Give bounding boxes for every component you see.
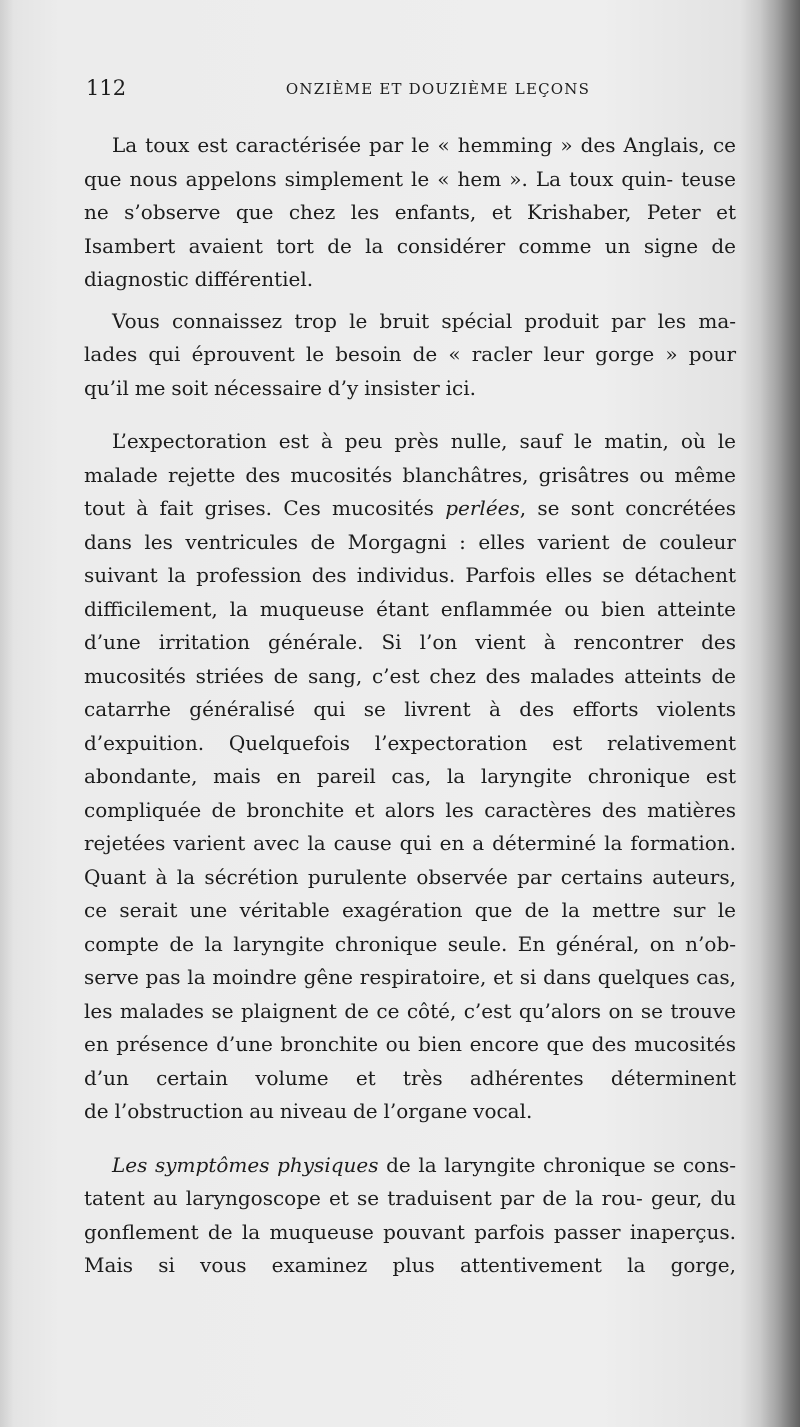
page-spine-shadow <box>760 0 800 1427</box>
text-line: et Isambert avaient tort de la considérer comme un signe de <box>84 200 736 258</box>
paragraph-gap <box>84 405 736 425</box>
text-line: rejetées varient avec la cause qui en a déterminé la formation. <box>84 831 736 855</box>
text-line: ce que nous appelons simplement le « hem ». La toux quin- <box>84 133 736 191</box>
text-line: de l’obstruction au niveau de l’organe vocal. <box>84 1099 533 1123</box>
text-line: lades qui éprouvent le besoin de « racler leur gorge » pour <box>84 342 736 366</box>
text-line: qu’il me soit nécessaire d’y insister ici. <box>84 375 476 400</box>
text-line: compte de la laryngite chronique seule. En général, on n’ob- <box>84 931 736 956</box>
text-line: Quant à la sécrétion purulente observée par certains auteurs, <box>84 864 736 889</box>
paragraph-symptomes <box>84 1149 736 1283</box>
text-line: cas, les malades se plaignent de ce côté, c’est qu’alors on se <box>84 965 736 1023</box>
paragraph-gap <box>84 1129 736 1149</box>
text-line: compliquée de bronchite et alors les caractères des matières <box>84 797 736 822</box>
paragraph-bruit <box>84 305 736 372</box>
paragraph-toux-end <box>84 263 736 297</box>
text-line: de la laryngite chronique se cons- <box>378 1152 736 1177</box>
text-line: inaperçus. Mais si vous examinez plus attentivement la gorge, <box>84 1219 736 1277</box>
italic-term: perlées <box>445 496 520 520</box>
text-line: suivant la profession des individus. Parfois elles se détachent <box>84 563 736 587</box>
text-line: diagnostic différentiel. <box>84 267 314 291</box>
text-line: difficilement, la muqueuse étant enflammée ou bien atteinte <box>84 596 736 621</box>
paragraph-gap <box>84 297 736 305</box>
paragraph-toux <box>84 129 736 263</box>
paragraph-expectoration-end <box>84 1095 736 1129</box>
text-line: dans les ventricules de Morgagni : elles varient de couleur <box>84 529 736 554</box>
paragraph-bruit-end <box>84 372 736 406</box>
text-line: mucosités d’un certain volume et très adhérentes déterminent <box>84 1032 736 1090</box>
italic-term: Les symptômes physiques <box>112 1152 379 1177</box>
text-line: tout à fait grises. Ces mucosités <box>84 496 446 520</box>
text-line: d’une irritation générale. Si l’on vient à rencontrer des <box>84 630 736 654</box>
text-line: , se sont concrétées <box>519 496 737 520</box>
text-line: geur, du gonflement de la muqueuse pouvant parfois passer <box>84 1186 737 1244</box>
text-line: serve pas la moindre gêne respiratoire, et si dans quelques <box>84 965 690 989</box>
body-text <box>84 129 736 1283</box>
text-line: d’expuition. Quelquefois l’expectoration est relativement <box>84 730 736 755</box>
paragraph-expectoration <box>84 425 736 1095</box>
text-line: mucosités striées de sang, c’est chez des malades atteints <box>84 663 702 688</box>
running-head: ONZIÈME ET DOUZIÈME LEÇONS <box>285 80 591 98</box>
text-line: tatent au laryngoscope et se traduisent par de la rou- <box>84 1186 643 1210</box>
text-line: ce serait une véritable exagération que de la mettre sur le <box>84 898 736 922</box>
text-line: abondante, mais en pareil cas, la laryngite chronique est <box>84 764 736 788</box>
text-line: L’expectoration est à peu près nulle, sauf le matin, où le <box>112 429 736 453</box>
text-line: trouve en présence d’une bronchite ou bien encore que des <box>84 998 736 1056</box>
text-line: Vous connaissez trop le bruit spécial produit par les ma- <box>112 308 736 333</box>
page-header <box>86 76 736 102</box>
text-line: malade rejette des mucosités blanchâtres, grisâtres ou même <box>84 462 736 487</box>
text-line: La toux est caractérisée par le « hemming » des Anglais, <box>112 133 705 157</box>
page-number: 112 <box>86 76 127 100</box>
text-line: teuse ne s’observe que chez les enfants, et Krishaber, Peter <box>84 166 736 224</box>
text-line: de catarrhe généralisé qui se livrent à des efforts violents <box>84 663 736 721</box>
